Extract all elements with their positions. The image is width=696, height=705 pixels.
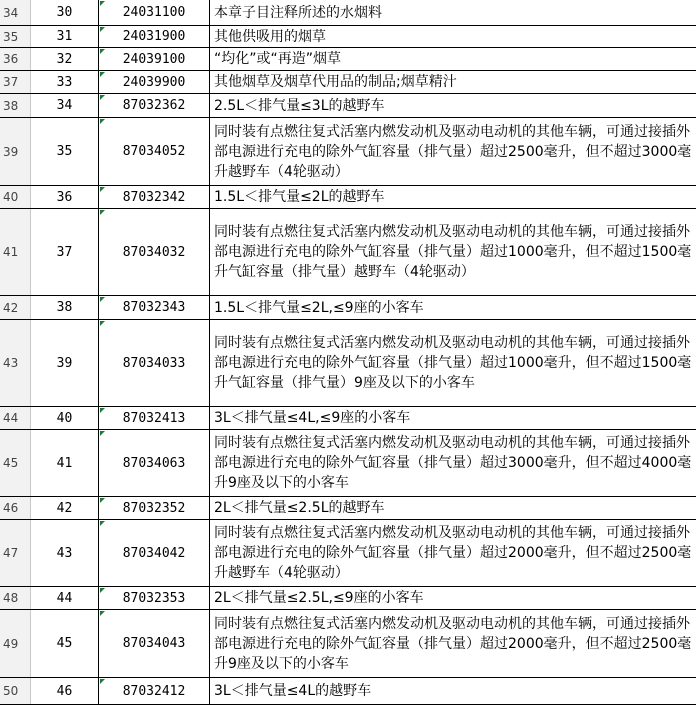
number-as-text-indicator-icon	[100, 611, 105, 616]
number-as-text-indicator-icon	[100, 431, 105, 436]
cell-sequence[interactable]: 44	[31, 587, 99, 609]
cell-tariff-code[interactable]: 24039100	[99, 48, 210, 70]
number-as-text-indicator-icon	[100, 95, 105, 100]
cell-tariff-code[interactable]: 87034063	[99, 430, 210, 496]
table-row[interactable]	[0, 678, 696, 705]
table-row[interactable]	[0, 71, 696, 94]
cell-tariff-code[interactable]: 87032412	[99, 678, 210, 704]
number-as-text-indicator-icon	[100, 210, 105, 215]
cell-description[interactable]: 同时装有点燃往复式活塞内燃发动机及驱动电动机的其他车辆，可通过接插外部电源进行充电的除外气缸容量（排气量）超过2000毫升，但不超过2500毫升越野车（4轮驱动）	[214, 525, 692, 581]
cell-sequence[interactable]: 45	[31, 610, 99, 677]
row-header[interactable]: 41	[0, 209, 31, 295]
cell-sequence[interactable]: 38	[31, 296, 99, 319]
cell-description[interactable]: 同时装有点燃往复式活塞内燃发动机及驱动电动机的其他车辆，可通过接插外部电源进行充电的除外气缸容量（排气量）超过3000毫升，但不超过4000毫升9座及以下的小客车	[214, 435, 692, 491]
table-row[interactable]	[0, 94, 696, 118]
number-as-text-indicator-icon	[100, 498, 105, 503]
cell-sequence[interactable]: 31	[31, 26, 99, 47]
cell-tariff-code[interactable]: 87034032	[99, 209, 210, 295]
cell-description[interactable]: 同时装有点燃往复式活塞内燃发动机及驱动电动机的其他车辆，可通过接插外部电源进行充电的除外气缸容量（排气量）超过2500毫升，但不超过3000毫升越野车（4轮驱动）	[214, 123, 692, 180]
cell-tariff-code[interactable]: 87032353	[99, 587, 210, 609]
row-header[interactable]: 35	[0, 26, 31, 47]
row-header[interactable]: 42	[0, 296, 31, 319]
table-row[interactable]	[0, 118, 696, 186]
number-as-text-indicator-icon	[100, 187, 105, 192]
row-header[interactable]: 49	[0, 610, 31, 677]
row-header[interactable]: 50	[0, 678, 31, 704]
cell-sequence[interactable]: 41	[31, 430, 99, 496]
table-row[interactable]	[0, 320, 696, 407]
cell-description[interactable]: 同时装有点燃往复式活塞内燃发动机及驱动电动机的其他车辆，可通过接插外部电源进行充电的除外气缸容量（排气量）超过2000毫升，但不超过2500毫升9座及以下的小客车	[214, 615, 692, 672]
cell-sequence[interactable]: 32	[31, 48, 99, 70]
cell-description[interactable]: 同时装有点燃往复式活塞内燃发动机及驱动电动机的其他车辆，可通过接插外部电源进行充电的除外气缸容量（排气量）超过1000毫升，但不超过1500毫升气缸容量（排气量）越野车（4轮驱动）	[214, 224, 692, 280]
cell-description[interactable]: 本章子目注释所述的水烟料	[214, 4, 382, 21]
number-as-text-indicator-icon	[100, 49, 105, 54]
number-as-text-indicator-icon	[100, 27, 105, 32]
cell-sequence[interactable]: 30	[31, 0, 99, 25]
table-row[interactable]	[0, 186, 696, 209]
table-row[interactable]	[0, 0, 696, 26]
row-header[interactable]: 38	[0, 94, 31, 117]
cell-tariff-code[interactable]: 24031900	[99, 26, 210, 47]
table-row[interactable]	[0, 520, 696, 587]
table-row[interactable]	[0, 407, 696, 430]
number-as-text-indicator-icon	[100, 119, 105, 124]
cell-description[interactable]: 1.5L＜排气量≤2L,≤9座的小客车	[214, 299, 424, 316]
table-row[interactable]	[0, 296, 696, 320]
table-row[interactable]	[0, 209, 696, 296]
cell-tariff-code[interactable]: 87034052	[99, 118, 210, 185]
number-as-text-indicator-icon	[100, 72, 105, 77]
cell-tariff-code[interactable]: 87032362	[99, 94, 210, 117]
cell-sequence[interactable]: 35	[31, 118, 99, 185]
row-header[interactable]: 36	[0, 48, 31, 70]
cell-description[interactable]: 其他供吸用的烟草	[214, 28, 326, 45]
number-as-text-indicator-icon	[100, 321, 105, 326]
table-row[interactable]	[0, 430, 696, 497]
cell-description[interactable]: 2L＜排气量≤2.5L,≤9座的小客车	[214, 590, 424, 606]
row-header[interactable]: 40	[0, 186, 31, 208]
row-header[interactable]: 39	[0, 118, 31, 185]
cell-sequence[interactable]: 46	[31, 678, 99, 704]
cell-tariff-code[interactable]: 87034043	[99, 610, 210, 677]
row-header[interactable]: 47	[0, 520, 31, 586]
number-as-text-indicator-icon	[100, 521, 105, 526]
cell-tariff-code[interactable]: 87032342	[99, 186, 210, 208]
cell-description[interactable]: 3L＜排气量≤4L,≤9座的小客车	[214, 410, 411, 426]
row-header[interactable]: 44	[0, 407, 31, 429]
row-header[interactable]: 43	[0, 320, 31, 406]
cell-sequence[interactable]: 34	[31, 94, 99, 117]
row-header[interactable]: 48	[0, 587, 31, 609]
cell-sequence[interactable]: 40	[31, 407, 99, 429]
row-header[interactable]: 46	[0, 497, 31, 519]
cell-tariff-code[interactable]: 24031100	[99, 0, 210, 25]
cell-description[interactable]: 3L＜排气量≤4L的越野车	[214, 683, 372, 699]
table-row[interactable]	[0, 48, 696, 71]
cell-sequence[interactable]: 36	[31, 186, 99, 208]
cell-tariff-code[interactable]: 87034042	[99, 520, 210, 586]
row-header[interactable]: 45	[0, 430, 31, 496]
table-row[interactable]	[0, 610, 696, 678]
number-as-text-indicator-icon	[100, 679, 105, 684]
cell-description[interactable]: 同时装有点燃往复式活塞内燃发动机及驱动电动机的其他车辆，可通过接插外部电源进行充电的除外气缸容量（排气量）超过1000毫升，但不超过1500毫升气缸容量（排气量）9座及以下的小客车	[214, 335, 692, 391]
number-as-text-indicator-icon	[100, 408, 105, 413]
cell-description[interactable]: 1.5L＜排气量≤2L的越野车	[214, 189, 385, 205]
cell-tariff-code[interactable]: 87034033	[99, 320, 210, 406]
cell-tariff-code[interactable]: 87032352	[99, 497, 210, 519]
cell-description[interactable]: “均化”或“再造”烟草	[214, 51, 342, 67]
cell-description[interactable]: 2L＜排气量≤2.5L的越野车	[214, 500, 385, 516]
row-header[interactable]: 37	[0, 71, 31, 93]
cell-description[interactable]: 其他烟草及烟草代用品的制品;烟草精汁	[214, 74, 457, 90]
table-row[interactable]	[0, 26, 696, 48]
cell-sequence[interactable]: 39	[31, 320, 99, 406]
cell-description[interactable]: 2.5L＜排气量≤3L的越野车	[214, 97, 385, 114]
cell-sequence[interactable]: 43	[31, 520, 99, 586]
cell-tariff-code[interactable]: 87032343	[99, 296, 210, 319]
number-as-text-indicator-icon	[100, 297, 105, 302]
cell-tariff-code[interactable]: 87032413	[99, 407, 210, 429]
table-row[interactable]	[0, 587, 696, 610]
cell-sequence[interactable]: 37	[31, 209, 99, 295]
number-as-text-indicator-icon	[100, 1, 105, 6]
number-as-text-indicator-icon	[100, 588, 105, 593]
cell-sequence[interactable]: 42	[31, 497, 99, 519]
table-row[interactable]	[0, 497, 696, 520]
cell-sequence[interactable]: 33	[31, 71, 99, 93]
cell-tariff-code[interactable]: 24039900	[99, 71, 210, 93]
row-header[interactable]: 34	[0, 0, 31, 25]
